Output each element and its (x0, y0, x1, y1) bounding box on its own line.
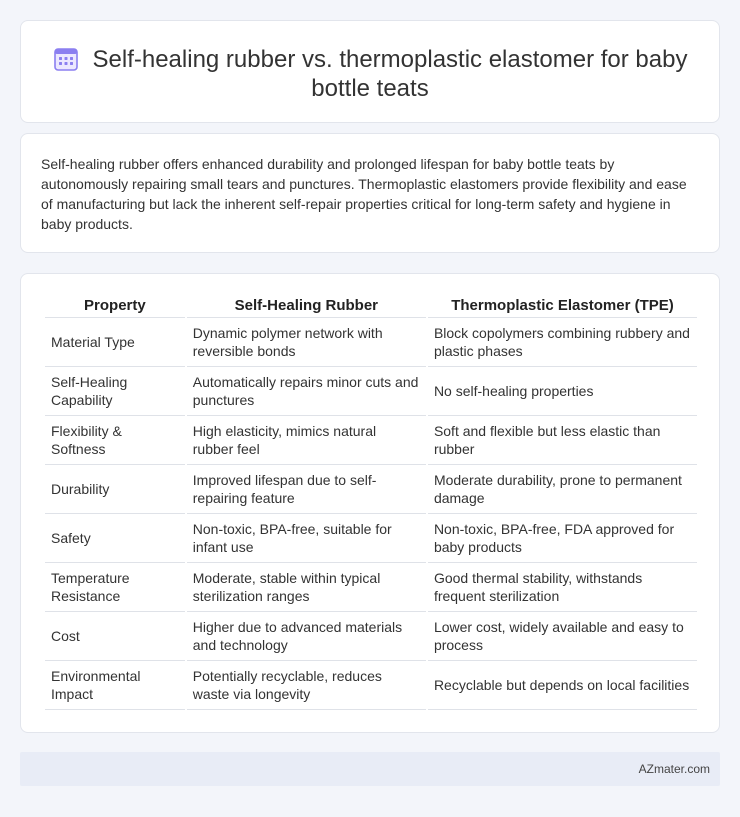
row-property: Cost (45, 612, 185, 661)
row-self-healing-value: Potentially recyclable, reduces waste via longevity (187, 661, 426, 710)
summary-card (20, 133, 720, 253)
row-tpe-value: Block copolymers combining rubbery and plastic phases (428, 318, 697, 367)
row-property: Material Type (45, 318, 185, 367)
row-self-healing-value: Automatically repairs minor cuts and punctures (187, 367, 426, 416)
calendar-grid-icon (53, 46, 79, 72)
table-row (45, 318, 697, 367)
row-self-healing-value: Dynamic polymer network with reversible bonds (187, 318, 426, 367)
header-tpe: Thermoplastic Elastomer (TPE) (428, 296, 697, 318)
table-row (45, 612, 697, 661)
table-header-row (45, 296, 697, 318)
table-row (45, 563, 697, 612)
header-property: Property (45, 296, 185, 318)
page-title-text: Self-healing rubber vs. thermoplastic elastomer for baby bottle teats (92, 46, 688, 102)
table-row (45, 465, 697, 514)
summary-text: Self-healing rubber offers enhanced durability and prolonged lifespan for baby bottle teats by autonomously repairing small tears and punctures. Thermoplastic elastomers provide flexibility and ease of manufacturing but lack the inherent self-repair properties critical for long-term safety and hygiene in baby products. (41, 156, 687, 232)
title-wrap (21, 45, 719, 103)
row-tpe-value: Good thermal stability, withstands frequent sterilization (428, 563, 697, 612)
header-self-healing-rubber: Self-Healing Rubber (187, 296, 426, 318)
table-card (20, 273, 720, 733)
row-self-healing-value: Non-toxic, BPA-free, suitable for infant use (187, 514, 426, 563)
row-tpe-value: Lower cost, widely available and easy to process (428, 612, 697, 661)
row-property: Environmental Impact (45, 661, 185, 710)
row-self-healing-value: Moderate, stable within typical sterilization ranges (187, 563, 426, 612)
row-tpe-value: No self-healing properties (428, 367, 697, 416)
row-tpe-value: Non-toxic, BPA-free, FDA approved for baby products (428, 514, 697, 563)
row-tpe-value: Soft and flexible but less elastic than rubber (428, 416, 697, 465)
title-card (20, 20, 720, 123)
row-self-healing-value: Higher due to advanced materials and technology (187, 612, 426, 661)
page-title (41, 45, 699, 103)
table-row (45, 416, 697, 465)
row-tpe-value: Moderate durability, prone to permanent damage (428, 465, 697, 514)
row-property: Self-Healing Capability (45, 367, 185, 416)
row-property: Safety (45, 514, 185, 563)
row-self-healing-value: Improved lifespan due to self-repairing feature (187, 465, 426, 514)
row-property: Flexibility & Softness (45, 416, 185, 465)
table-row (45, 367, 697, 416)
footer-bar (20, 752, 720, 786)
row-property: Temperature Resistance (45, 563, 185, 612)
comparison-table (43, 296, 699, 710)
row-self-healing-value: High elasticity, mimics natural rubber feel (187, 416, 426, 465)
row-tpe-value: Recyclable but depends on local facilities (428, 661, 697, 710)
table-row (45, 514, 697, 563)
footer-site-link[interactable]: AZmater.com (638, 762, 710, 776)
row-property: Durability (45, 465, 185, 514)
table-row (45, 661, 697, 710)
